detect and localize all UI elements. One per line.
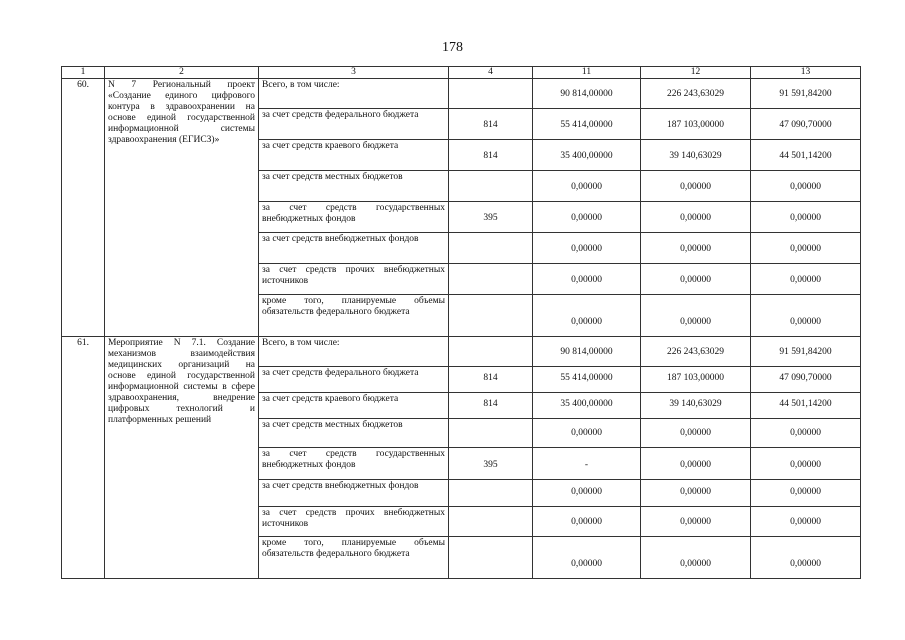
column-header: 13	[751, 67, 861, 79]
budget-code	[449, 337, 533, 367]
table-row	[62, 337, 861, 367]
value-col-11: 0,00000	[533, 233, 641, 264]
value-col-12: 226 243,63029	[641, 337, 751, 367]
value-col-12: 39 140,63029	[641, 393, 751, 419]
value-col-11: 90 814,00000	[533, 337, 641, 367]
value-col-12: 0,00000	[641, 507, 751, 537]
value-col-12: 0,00000	[641, 295, 751, 337]
value-col-11: 0,00000	[533, 295, 641, 337]
budget-code	[449, 295, 533, 337]
value-col-13: 0,00000	[751, 448, 861, 480]
value-col-12: 226 243,63029	[641, 79, 751, 109]
funding-source-label: за счет средств краевого бюджета	[259, 140, 449, 171]
funding-source-label: за счет средств местных бюджетов	[259, 419, 449, 448]
value-col-11: 55 414,00000	[533, 367, 641, 393]
value-col-11: 0,00000	[533, 507, 641, 537]
funding-source-label: за счет средств местных бюджетов	[259, 171, 449, 202]
column-header: 11	[533, 67, 641, 79]
value-col-13: 91 591,84200	[751, 337, 861, 367]
value-col-11: 35 400,00000	[533, 140, 641, 171]
funding-source-label: за счет средств внебюджетных фондов	[259, 480, 449, 507]
budget-table	[61, 66, 861, 579]
page-number: 178	[442, 40, 463, 55]
value-col-12: 187 103,00000	[641, 109, 751, 140]
value-col-11: 55 414,00000	[533, 109, 641, 140]
row-number: 61.	[62, 337, 105, 579]
budget-code	[449, 264, 533, 295]
table-row	[62, 79, 861, 109]
value-col-11: -	[533, 448, 641, 480]
item-title: Мероприятие N 7.1. Создание механизмов взаимодействия медицинских организаций на основе единой государственной информационной системы в сфере здравоохранения, внедрение цифровых технологий и платформенных решений	[105, 337, 259, 579]
value-col-13: 47 090,70000	[751, 109, 861, 140]
funding-source-label: кроме того, планируемые объемы обязательств федерального бюджета	[259, 537, 449, 579]
value-col-12: 0,00000	[641, 171, 751, 202]
budget-code	[449, 171, 533, 202]
budget-code: 395	[449, 202, 533, 233]
budget-code	[449, 79, 533, 109]
funding-source-label: Всего, в том числе:	[259, 337, 449, 367]
value-col-13: 44 501,14200	[751, 140, 861, 171]
budget-code: 395	[449, 448, 533, 480]
value-col-12: 0,00000	[641, 202, 751, 233]
funding-source-label: Всего, в том числе:	[259, 79, 449, 109]
funding-source-label: кроме того, планируемые объемы обязательств федерального бюджета	[259, 295, 449, 337]
column-header: 12	[641, 67, 751, 79]
budget-code: 814	[449, 393, 533, 419]
budget-code: 814	[449, 367, 533, 393]
value-col-12: 0,00000	[641, 448, 751, 480]
value-col-13: 44 501,14200	[751, 393, 861, 419]
funding-source-label: за счет средств прочих внебюджетных источников	[259, 507, 449, 537]
budget-code	[449, 537, 533, 579]
funding-source-label: за счет средств внебюджетных фондов	[259, 233, 449, 264]
value-col-13: 0,00000	[751, 233, 861, 264]
item-title: N 7 Региональный проект «Создание единого цифрового контура в здравоохранении на основе единой государственной информационной системы здравоохранения (ЕГИСЗ)»	[105, 79, 259, 337]
value-col-13: 0,00000	[751, 171, 861, 202]
budget-code	[449, 480, 533, 507]
funding-source-label: за счет средств федерального бюджета	[259, 367, 449, 393]
value-col-12: 0,00000	[641, 233, 751, 264]
column-header: 1	[62, 67, 105, 79]
value-col-11: 90 814,00000	[533, 79, 641, 109]
budget-code	[449, 507, 533, 537]
value-col-13: 0,00000	[751, 537, 861, 579]
column-header: 3	[259, 67, 449, 79]
budget-code	[449, 419, 533, 448]
column-header: 4	[449, 67, 533, 79]
value-col-12: 187 103,00000	[641, 367, 751, 393]
value-col-12: 0,00000	[641, 537, 751, 579]
row-number: 60.	[62, 79, 105, 337]
budget-code: 814	[449, 109, 533, 140]
funding-source-label: за счет средств краевого бюджета	[259, 393, 449, 419]
value-col-11: 0,00000	[533, 419, 641, 448]
table-header-row	[62, 67, 861, 79]
value-col-12: 39 140,63029	[641, 140, 751, 171]
funding-source-label: за счет средств государственных внебюджетных фондов	[259, 448, 449, 480]
table-body	[62, 67, 861, 579]
column-header: 2	[105, 67, 259, 79]
funding-source-label: за счет средств прочих внебюджетных источников	[259, 264, 449, 295]
value-col-12: 0,00000	[641, 264, 751, 295]
value-col-12: 0,00000	[641, 480, 751, 507]
value-col-11: 0,00000	[533, 202, 641, 233]
value-col-13: 47 090,70000	[751, 367, 861, 393]
value-col-11: 35 400,00000	[533, 393, 641, 419]
value-col-11: 0,00000	[533, 537, 641, 579]
value-col-13: 0,00000	[751, 295, 861, 337]
value-col-13: 0,00000	[751, 507, 861, 537]
funding-source-label: за счет средств государственных внебюджетных фондов	[259, 202, 449, 233]
value-col-11: 0,00000	[533, 264, 641, 295]
value-col-13: 0,00000	[751, 419, 861, 448]
budget-code: 814	[449, 140, 533, 171]
value-col-11: 0,00000	[533, 171, 641, 202]
value-col-13: 0,00000	[751, 264, 861, 295]
value-col-11: 0,00000	[533, 480, 641, 507]
value-col-13: 0,00000	[751, 202, 861, 233]
value-col-13: 0,00000	[751, 480, 861, 507]
funding-source-label: за счет средств федерального бюджета	[259, 109, 449, 140]
value-col-12: 0,00000	[641, 419, 751, 448]
budget-code	[449, 233, 533, 264]
value-col-13: 91 591,84200	[751, 79, 861, 109]
